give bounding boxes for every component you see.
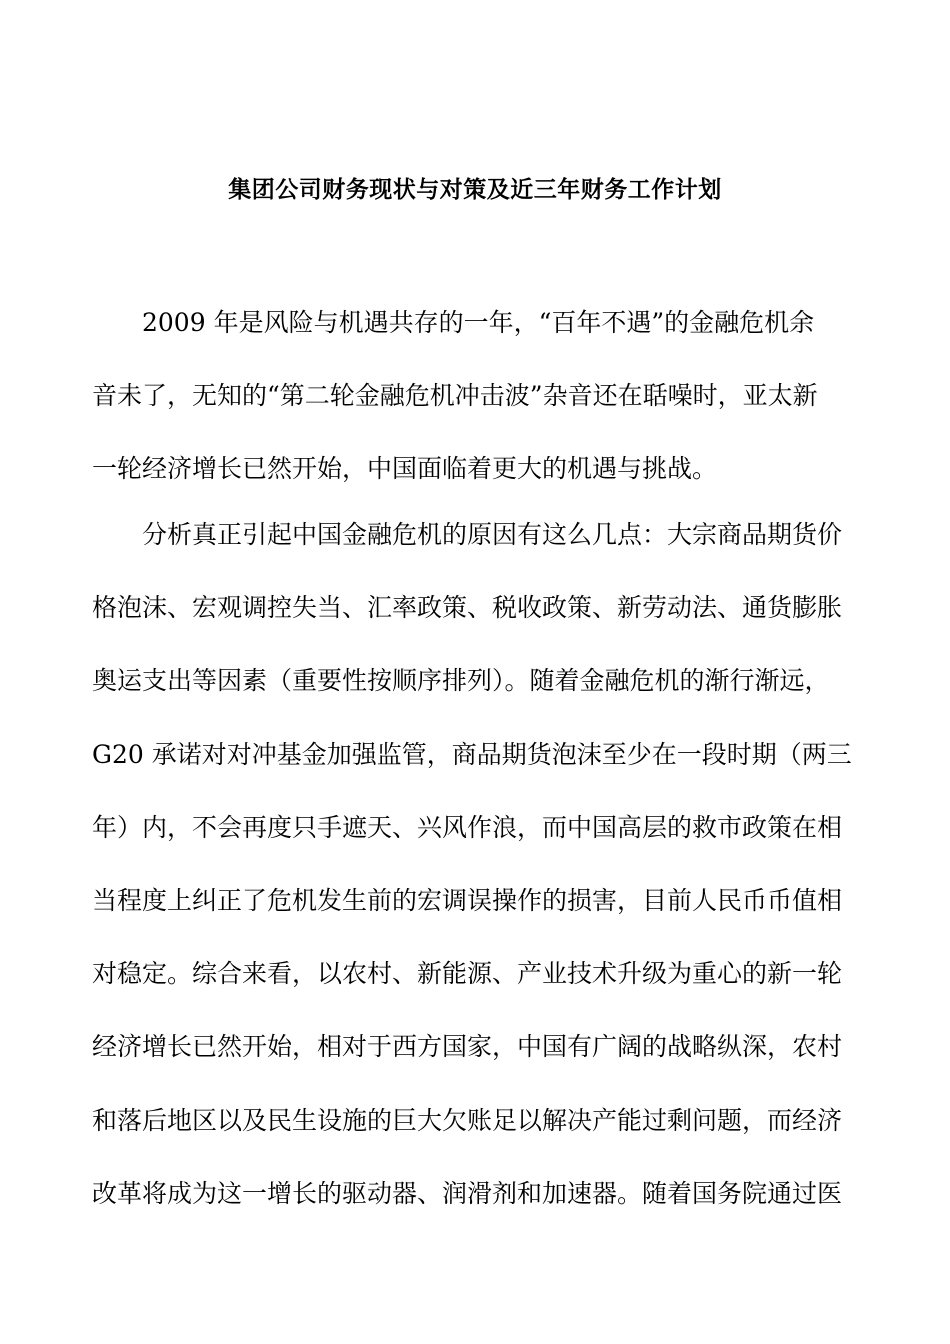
paragraph-1-line-3: 一轮经济增长已然开始，中国面临着更大的机遇与挑战。 xyxy=(92,454,718,483)
paragraph-2-line-6: 当程度上纠正了危机发生前的宏调误操作的损害，目前人民币币值相 xyxy=(92,886,843,915)
paragraph-1-line-2: 音未了，无知的“第二轮金融危机冲击波”杂音还在聒噪时，亚太新 xyxy=(92,381,818,410)
paragraph-2-line-1: 分析真正引起中国金融危机的原因有这么几点：大宗商品期货价 xyxy=(142,520,843,549)
paragraph-2-line-7: 对稳定。综合来看，以农村、新能源、产业技术升级为重心的新一轮 xyxy=(92,959,843,988)
paragraph-2-line-8: 经济增长已然开始，相对于西方国家，中国有广阔的战略纵深，农村 xyxy=(92,1032,843,1061)
paragraph-2-line-10: 改革将成为这一增长的驱动器、润滑剂和加速器。随着国务院通过医 xyxy=(92,1179,843,1208)
paragraph-2-line-4: G20 承诺对对冲基金加强监管，商品期货泡沫至少在一段时期（两三 xyxy=(92,740,852,769)
document-title: 集团公司财务现状与对策及近三年财务工作计划 xyxy=(228,177,722,203)
paragraph-2-line-3: 奥运支出等因素（重要性按顺序排列）。随着金融危机的渐行渐远， xyxy=(92,666,830,695)
paragraph-2-line-9: 和落后地区以及民生设施的巨大欠账足以解决产能过剩问题，而经济 xyxy=(92,1106,843,1135)
paragraph-2-line-2: 格泡沫、宏观调控失当、汇率政策、税收政策、新劳动法、通货膨胀 xyxy=(92,593,843,622)
paragraph-1-line-1: 2009 年是风险与机遇共存的一年，“百年不遇”的金融危机余 xyxy=(142,308,815,337)
paragraph-2-line-5: 年）内，不会再度只手遮天、兴风作浪，而中国高层的救市政策在相 xyxy=(92,813,843,842)
